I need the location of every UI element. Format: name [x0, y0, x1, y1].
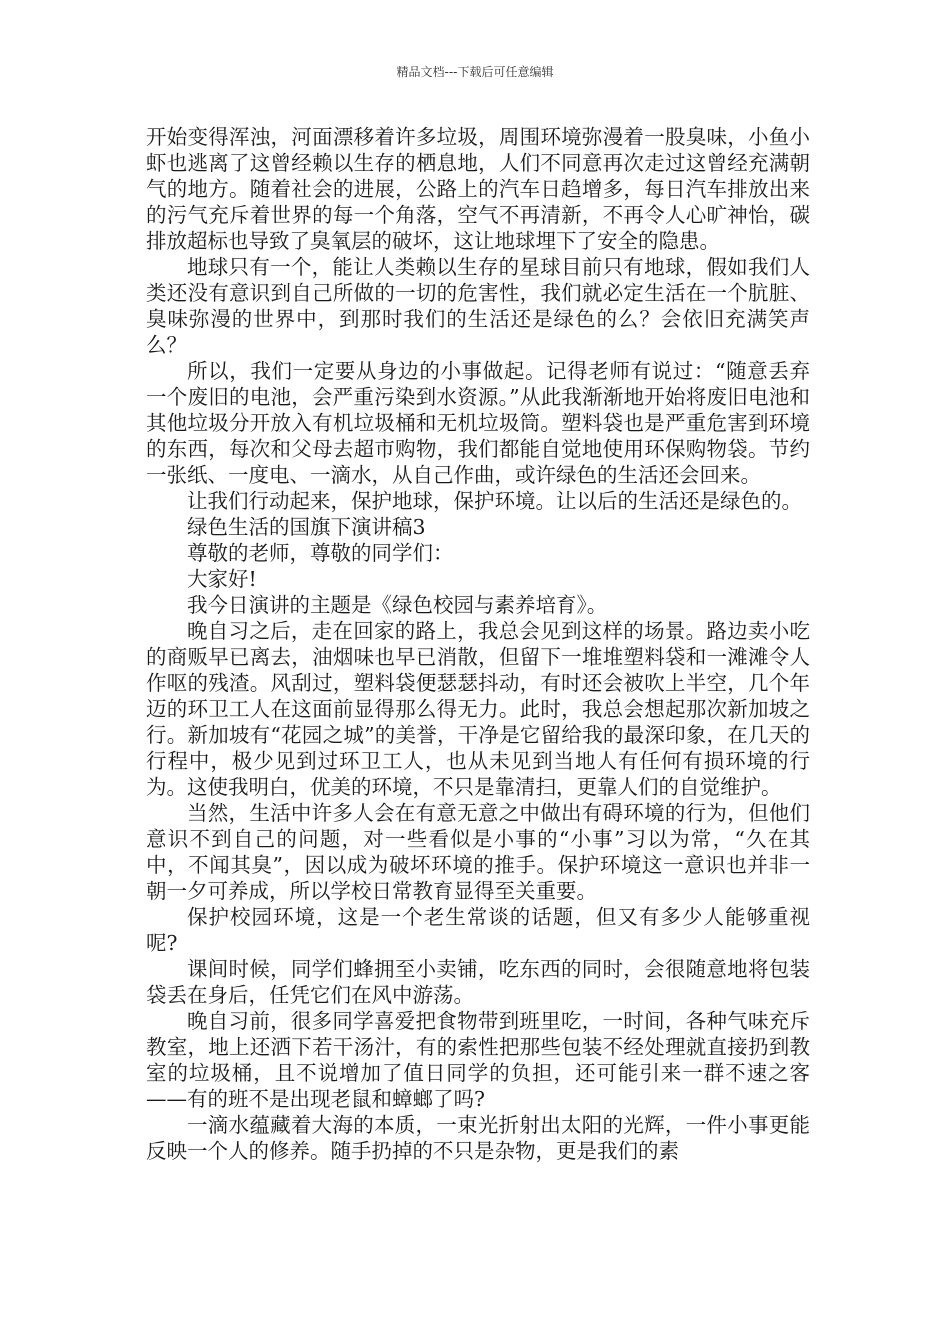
paragraph: 当然，生活中许多人会在有意无意之中做出有碍环境的行为，但他们意识不到自己的问题，对一些看似是小事的“小事”习以为常，“久在其中，不闻其臭”，因以成为破坏环境的推手。保护环境这一意识也并非一朝一夕可养成，所以学校日常教育显得至关重要。 — [146, 801, 810, 903]
paragraph: 我今日演讲的主题是《绿色校园与素养培育》。 — [187, 593, 608, 617]
paragraph: 保护校园环境，这是一个老生常谈的话题，但又有多少人能够重视呢? — [146, 905, 810, 955]
paragraph: 课间时候，同学们蜂拥至小卖铺，吃东西的同时，会很随意地将包装袋丢在身后，任凭它们在风中游荡。 — [146, 957, 810, 1007]
section-title: 绿色生活的国旗下演讲稿3 — [187, 515, 426, 539]
greeting: 大家好! — [187, 567, 257, 591]
paragraph: 让我们行动起来，保护地球，保护环境。让以后的生活还是绿色的。 — [187, 489, 802, 513]
salutation: 尊敬的老师，尊敬的同学们： — [187, 541, 454, 565]
paragraph: 晚自习之后，走在回家的路上，我总会见到这样的场景。路边卖小吃的商贩早已离去，油烟味也早已消散，但留下一堆堆塑料袋和一滩滩令人作呕的残渣。风刮过，塑料袋便瑟瑟抖动，有时还会被吹上半空，几个年迈的环卫工人在这面前显得那么得无力。此时，我总会想起那次新加坡之行。新加坡有“花园之城”的美誉，干净是它留给我的最深印象，在几天的行程中，极少见到过环卫工人，也从未见到当地人有任何有损环境的行为。这使我明白，优美的环境，不只是靠清扫，更靠人们的自觉维护。 — [146, 619, 810, 799]
paragraph-continued: 开始变得浑浊，河面漂移着许多垃圾，周围环境弥漫着一股臭味，小鱼小虾也逃离了这曾经赖以生存的栖息地，人们不同意再次走过这曾经充满朝气的地方。随着社会的进展，公路上的汽车日趋增多，每日汽车排放出来的污气充斥着世界的每一个角落，空气不再清新，不再令人心旷神怡，碳排放超标也导致了臭氧层的破坏，这让地球埋下了安全的隐患。 — [146, 125, 810, 253]
paragraph: 晚自习前，很多同学喜爱把食物带到班里吃，一时间，各种气味充斥教室，地上还洒下若干汤汁，有的索性把那些包装不经处理就直接扔到教室的垃圾桶，且不说增加了值日同学的负担，还可能引来一群不速之客——有的班不是出现老鼠和蟑螂了吗? — [146, 1009, 810, 1111]
paragraph: 地球只有一个，能让人类赖以生存的星球目前只有地球，假如我们人类还没有意识到自己所做的一切的危害性，我们就必定生活在一个肮脏、臭味弥漫的世界中，到那时我们的生活还是绿色的么？会依旧充满笑声么？ — [146, 255, 810, 357]
document-body — [146, 124, 810, 1164]
paragraph: 一滴水蕴藏着大海的本质，一束光折射出太阳的光辉，一件小事更能反映一个人的修养。随手扔掉的不只是杂物，更是我们的素 — [146, 1113, 810, 1163]
paragraph: 所以，我们一定要从身边的小事做起。记得老师有说过：“随意丢弃一个废旧的电池，会严重污染到水资源。”从此我渐渐地开始将废旧电池和其他垃圾分开放入有机垃圾桶和无机垃圾筒。塑料袋也是严重危害到环境的东西，每次和父母去超市购物，我们都能自觉地使用环保购物袋。节约一张纸、一度电、一滴水，从自己作曲，或许绿色的生活还会回来。 — [146, 359, 810, 487]
page-header: 精品文档---下载后可任意编辑 — [396, 65, 554, 79]
